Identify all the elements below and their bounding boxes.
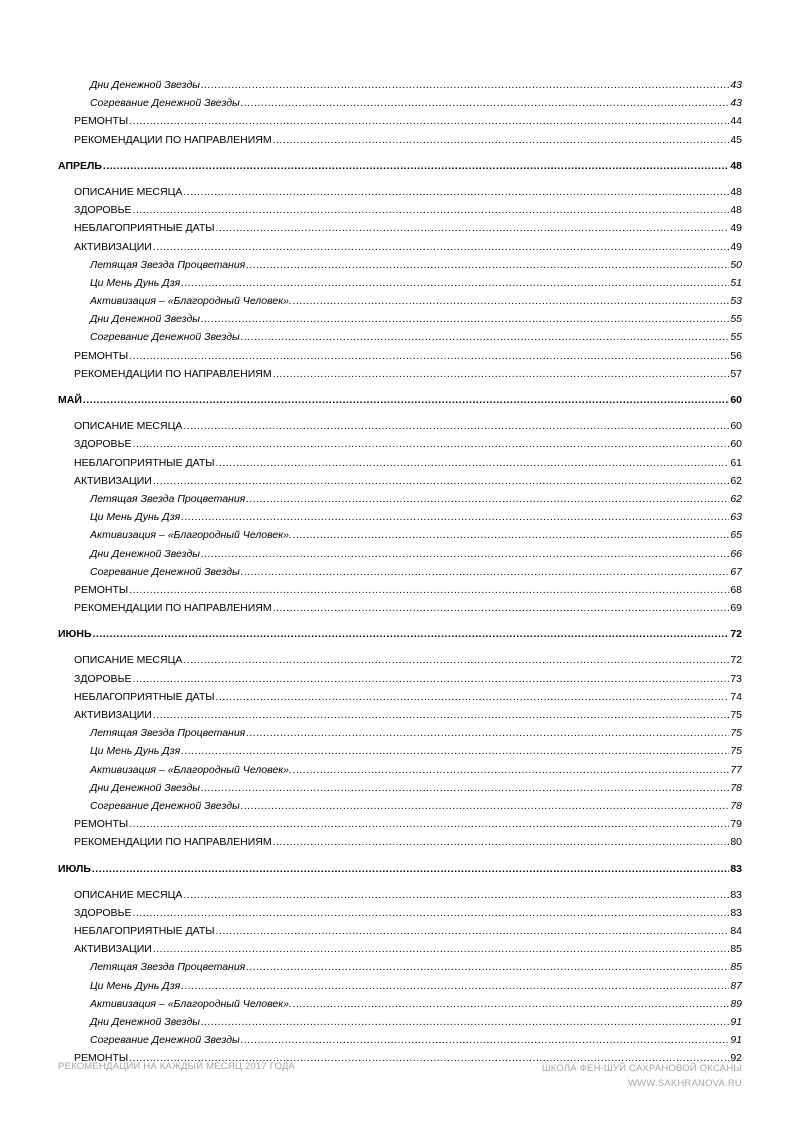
toc-entry-title: МАЙ	[58, 394, 82, 406]
dot-leader	[181, 977, 729, 995]
toc-entry-page-number: 51	[730, 276, 742, 289]
toc-section-entry[interactable]	[58, 651, 742, 669]
toc-entry-title: Ци Мень Дунь Дзя	[90, 276, 181, 289]
toc-entry-title: Согревание Денежной Звезды	[90, 565, 240, 578]
dot-leader	[246, 724, 729, 742]
toc-entry-page-number: 60	[730, 420, 742, 433]
toc-entry-title: ИЮЛЬ	[58, 862, 91, 875]
toc-entry-title: НЕБЛАГОПРИЯТНЫЕ ДАТЫ	[74, 456, 215, 469]
dot-leader	[241, 328, 730, 346]
toc-entry-page-number: 49	[730, 240, 742, 253]
dot-leader	[153, 940, 729, 958]
toc-entry-title: Дни Денежной Звезды	[90, 79, 200, 91]
toc-subsection-entry[interactable]	[58, 724, 742, 742]
toc-entry-page-number: 48	[730, 204, 742, 217]
dot-leader	[181, 508, 729, 526]
toc-section-entry[interactable]	[58, 112, 742, 130]
toc-entry-page-number: 92	[730, 1052, 742, 1065]
dot-leader	[293, 526, 729, 544]
toc-entry-page-number: 83	[730, 906, 742, 919]
toc-entry-title: ЗДОРОВЬЕ	[74, 438, 132, 451]
dot-leader	[273, 131, 730, 149]
toc-entry-page-number: 75	[730, 709, 742, 721]
toc-entry-title: АКТИВИЗАЦИИ	[74, 474, 152, 487]
dot-leader	[183, 886, 729, 904]
dot-leader	[241, 1031, 730, 1049]
toc-entry-title: Активизация – «Благородный Человек».	[90, 763, 292, 776]
toc-entry-title: ОПИСАНИЕ МЕСЯЦА	[74, 420, 183, 433]
toc-section-entry[interactable]	[58, 940, 742, 958]
toc-entry-title: РЕКОМЕНДАЦИИ ПО НАПРАВЛЕНИЯМ	[74, 133, 272, 146]
toc-section-entry[interactable]	[58, 347, 742, 365]
toc-subsection-entry[interactable]	[58, 779, 742, 797]
toc-entry-page-number: 72	[730, 628, 742, 641]
toc-entry-page-number: 53	[730, 295, 742, 308]
dot-leader	[153, 472, 729, 490]
toc-section-entry[interactable]	[58, 688, 742, 706]
dot-leader	[246, 490, 729, 508]
toc-entry-page-number: 79	[730, 818, 742, 831]
toc-entry-page-number: 72	[730, 654, 742, 667]
dot-leader	[293, 292, 729, 310]
toc-entry-title: РЕМОНТЫ	[74, 818, 129, 831]
toc-entry-title: Согревание Денежной Звезды	[90, 799, 240, 812]
toc-subsection-entry[interactable]	[58, 563, 742, 581]
toc-entry-title: Активизация – «Благородный Человек».	[90, 997, 292, 1010]
toc-entry-page-number: 75	[730, 727, 742, 740]
dot-leader	[183, 183, 729, 201]
dot-leader	[216, 688, 730, 706]
toc-entry-page-number: 43	[730, 97, 742, 110]
toc-entry-page-number: 50	[730, 258, 742, 271]
toc-entry-title: АКТИВИЗАЦИИ	[74, 943, 152, 956]
toc-entry-title: Ци Мень Дунь Дзя	[90, 979, 181, 992]
toc-section-entry[interactable]	[58, 706, 742, 724]
toc-entry-title: Ци Мень Дунь Дзя	[90, 511, 181, 524]
toc-section-entry[interactable]	[58, 435, 742, 453]
toc-subsection-entry[interactable]	[58, 977, 742, 995]
toc-entry-title: Летящая Звезда Процветания	[90, 258, 246, 271]
dot-leader	[273, 365, 730, 383]
footer-school-info	[542, 1061, 742, 1091]
dot-leader	[241, 94, 730, 112]
toc-section-entry[interactable]	[58, 238, 742, 256]
toc-subsection-entry[interactable]	[58, 256, 742, 274]
toc-entry-page-number: 43	[730, 79, 742, 91]
toc-entry-title: РЕМОНТЫ	[74, 115, 129, 128]
toc-entry-title: ОПИСАНИЕ МЕСЯЦА	[74, 654, 183, 667]
toc-entry-page-number: 49	[730, 222, 742, 235]
toc-subsection-entry[interactable]	[58, 958, 742, 976]
dot-leader	[216, 219, 730, 237]
dot-leader	[273, 833, 730, 851]
dot-leader	[132, 201, 729, 219]
toc-section-entry[interactable]	[58, 904, 742, 922]
dot-leader	[129, 815, 729, 833]
footer-document-title: РЕКОМЕНДАЦИИ НА КАЖДЫЙ МЕСЯЦ 2017 ГОДА	[58, 1061, 296, 1072]
dot-leader	[83, 391, 729, 409]
dot-leader	[216, 922, 730, 940]
toc-entry-page-number: 77	[730, 763, 742, 776]
toc-section-entry[interactable]	[58, 454, 742, 472]
toc-entry-page-number: 67	[730, 565, 742, 578]
toc-entry-page-number: 63	[730, 511, 742, 524]
dot-leader	[181, 742, 729, 760]
toc-entry-title: НЕБЛАГОПРИЯТНЫЕ ДАТЫ	[74, 222, 215, 235]
dot-leader	[183, 651, 729, 669]
toc-entry-title: АПРЕЛЬ	[58, 159, 102, 172]
toc-entry-page-number: 61	[730, 456, 742, 469]
toc-entry-title: НЕБЛАГОПРИЯТНЫЕ ДАТЫ	[74, 925, 215, 938]
toc-entry-page-number: 65	[730, 529, 742, 542]
toc-entry-title: Летящая Звезда Процветания	[90, 961, 246, 974]
toc-chapter-entry[interactable]	[58, 860, 742, 878]
dot-leader	[201, 545, 729, 563]
dot-leader	[293, 995, 729, 1013]
toc-entry-page-number: 74	[730, 690, 742, 703]
toc-entry-title: Ци Мень Дунь Дзя	[90, 745, 181, 758]
footer-school-name: ШКОЛА ФЕН-ШУЙ САХРАНОВОЙ ОКСАНЫ	[541, 1063, 742, 1074]
dot-leader	[92, 860, 729, 878]
dot-leader	[246, 256, 729, 274]
dot-leader	[183, 417, 729, 435]
toc-subsection-entry[interactable]	[58, 995, 742, 1013]
toc-entry-page-number: 85	[730, 943, 742, 956]
toc-entry-title: ЗДОРОВЬЕ	[74, 672, 132, 685]
toc-section-entry[interactable]	[58, 599, 742, 617]
toc-entry-title: ОПИСАНИЕ МЕСЯЦА	[74, 185, 183, 198]
toc-entry-page-number: 91	[730, 1016, 742, 1028]
toc-section-entry[interactable]	[58, 183, 742, 201]
toc-entry-page-number: 62	[730, 474, 742, 487]
toc-section-entry[interactable]	[58, 417, 742, 435]
toc-subsection-entry[interactable]	[58, 328, 742, 346]
toc-subsection-entry[interactable]	[58, 797, 742, 815]
toc-subsection-entry[interactable]	[58, 545, 742, 563]
toc-entry-page-number: 44	[730, 115, 742, 128]
toc-entry-title: АКТИВИЗАЦИИ	[74, 240, 152, 253]
toc-entry-title: ОПИСАНИЕ МЕСЯЦА	[74, 888, 183, 901]
toc-entry-page-number: 55	[730, 331, 742, 344]
dot-leader	[132, 670, 729, 688]
toc-section-entry[interactable]	[58, 201, 742, 219]
toc-entry-page-number: 78	[730, 799, 742, 812]
dot-leader	[181, 274, 729, 292]
toc-entry-title: НЕБЛАГОПРИЯТНЫЕ ДАТЫ	[74, 690, 215, 703]
toc-entry-page-number: 75	[730, 745, 742, 758]
toc-subsection-entry[interactable]	[58, 1013, 742, 1031]
table-of-contents	[58, 76, 742, 1068]
toc-subsection-entry[interactable]	[58, 274, 742, 292]
toc-section-entry[interactable]	[58, 815, 742, 833]
toc-entry-page-number: 91	[730, 1034, 742, 1047]
toc-entry-page-number: 84	[730, 925, 742, 938]
dot-leader	[129, 581, 729, 599]
dot-leader	[201, 1013, 729, 1031]
toc-entry-title: Летящая Звезда Процветания	[90, 727, 246, 740]
toc-entry-page-number: 73	[730, 672, 742, 685]
toc-section-entry[interactable]	[58, 833, 742, 851]
dot-leader	[216, 454, 730, 472]
toc-entry-page-number: 83	[730, 888, 742, 901]
toc-subsection-entry[interactable]	[58, 310, 742, 328]
dot-leader	[153, 706, 729, 724]
toc-entry-page-number: 45	[730, 133, 742, 146]
toc-subsection-entry[interactable]	[58, 490, 742, 508]
toc-section-entry[interactable]	[58, 886, 742, 904]
toc-entry-page-number: 68	[730, 583, 742, 596]
toc-entry-title: ЗДОРОВЬЕ	[74, 906, 132, 919]
toc-subsection-entry[interactable]	[58, 761, 742, 779]
toc-entry-page-number: 60	[730, 438, 742, 451]
toc-entry-page-number: 56	[730, 349, 742, 362]
toc-entry-title: Дни Денежной Звезды	[90, 547, 200, 560]
dot-leader	[201, 310, 729, 328]
toc-entry-title: ИЮНЬ	[58, 628, 92, 641]
dot-leader	[241, 563, 730, 581]
toc-subsection-entry[interactable]	[58, 742, 742, 760]
toc-entry-page-number: 48	[730, 185, 742, 198]
toc-section-entry[interactable]	[58, 581, 742, 599]
dot-leader	[103, 157, 729, 175]
toc-section-entry[interactable]	[58, 365, 742, 383]
toc-chapter-entry[interactable]	[58, 157, 742, 175]
toc-entry-page-number: 80	[730, 836, 742, 849]
toc-entry-title: Летящая Звезда Процветания	[90, 492, 246, 505]
dot-leader	[132, 904, 729, 922]
toc-entry-title: РЕМОНТЫ	[74, 349, 129, 362]
toc-entry-title: Активизация – «Благородный Человек».	[90, 529, 292, 542]
toc-entry-page-number: 69	[730, 602, 742, 615]
toc-entry-page-number: 78	[730, 781, 742, 794]
toc-entry-title: РЕКОМЕНДАЦИИ ПО НАПРАВЛЕНИЯМ	[74, 836, 272, 849]
toc-entry-page-number: 55	[730, 313, 742, 326]
toc-entry-title: Согревание Денежной Звезды	[90, 97, 240, 110]
dot-leader	[246, 958, 729, 976]
dot-leader	[132, 435, 729, 453]
dot-leader	[273, 599, 730, 617]
toc-entry-page-number: 60	[730, 394, 742, 406]
toc-section-entry[interactable]	[58, 131, 742, 149]
toc-entry-title: Дни Денежной Звезды	[90, 781, 200, 794]
dot-leader	[201, 76, 729, 94]
toc-chapter-entry[interactable]	[58, 625, 742, 643]
toc-entry-title: Дни Денежной Звезды	[90, 1016, 200, 1028]
toc-entry-page-number: 83	[730, 862, 742, 875]
dot-leader	[129, 347, 729, 365]
toc-entry-page-number: 87	[730, 979, 742, 992]
toc-entry-title: РЕКОМЕНДАЦИИ ПО НАПРАВЛЕНИЯМ	[74, 602, 272, 615]
dot-leader	[153, 238, 729, 256]
toc-subsection-entry[interactable]	[58, 1031, 742, 1049]
toc-chapter-entry[interactable]	[58, 391, 742, 409]
toc-entry-page-number: 57	[730, 367, 742, 380]
toc-entry-page-number: 89	[730, 997, 742, 1010]
toc-subsection-entry[interactable]	[58, 94, 742, 112]
toc-subsection-entry[interactable]	[58, 76, 742, 94]
toc-entry-page-number: 48	[730, 159, 742, 172]
toc-subsection-entry[interactable]	[58, 292, 742, 310]
toc-section-entry[interactable]	[58, 219, 742, 237]
toc-entry-title: РЕКОМЕНДАЦИИ ПО НАПРАВЛЕНИЯМ	[74, 367, 272, 380]
toc-entry-title: ЗДОРОВЬЕ	[74, 204, 132, 217]
dot-leader	[129, 112, 729, 130]
toc-section-entry[interactable]	[58, 670, 742, 688]
dot-leader	[293, 761, 729, 779]
toc-subsection-entry[interactable]	[58, 508, 742, 526]
dot-leader	[241, 797, 730, 815]
toc-entry-page-number: 66	[730, 547, 742, 560]
toc-entry-title: РЕМОНТЫ	[74, 583, 129, 596]
toc-entry-title: Активизация – «Благородный Человек».	[90, 295, 292, 308]
toc-entry-title: Согревание Денежной Звезды	[90, 1034, 240, 1047]
toc-entry-page-number: 62	[730, 492, 742, 505]
toc-entry-title: АКТИВИЗАЦИИ	[74, 709, 152, 721]
toc-entry-title: Дни Денежной Звезды	[90, 313, 200, 326]
footer-website: WWW.SAKHRANOVA.RU	[627, 1078, 742, 1089]
toc-entry-page-number: 85	[730, 961, 742, 974]
dot-leader	[93, 625, 730, 643]
dot-leader	[201, 779, 729, 797]
toc-section-entry[interactable]	[58, 922, 742, 940]
toc-subsection-entry[interactable]	[58, 526, 742, 544]
toc-entry-title: РЕМОНТЫ	[74, 1052, 129, 1065]
toc-section-entry[interactable]	[58, 472, 742, 490]
toc-entry-title: Согревание Денежной Звезды	[90, 331, 240, 344]
